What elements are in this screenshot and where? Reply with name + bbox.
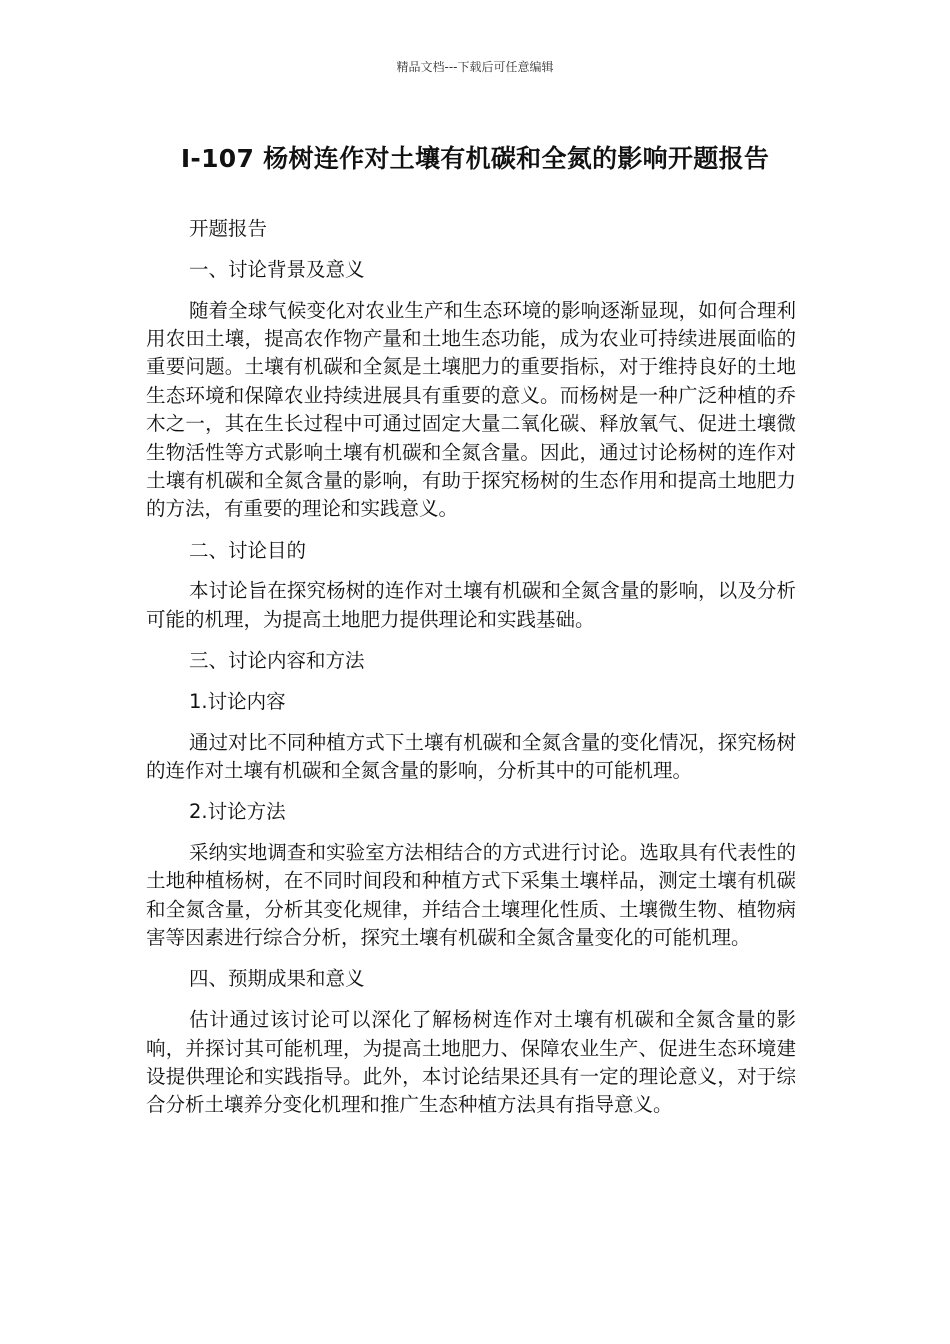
paragraph-content: 通过对比不同种植方式下土壤有机碳和全氮含量的变化情况，探究杨树的连作对土壤有机碳和全氮含量的影响，分析其中的可能机理。 bbox=[146, 730, 796, 783]
paragraph-background: 随着全球气候变化对农业生产和生态环境的影响逐渐显现，如何合理利用农田土壤，提高农作物产量和土地生态功能，成为农业可持续进展面临的重要问题。土壤有机碳和全氮是土壤肥力的重要指标，对于维持良好的土地生态环境和保障农业持续进展具有重要的意义。而杨树是一种广泛种植的乔木之一，其在生长过程中可通过固定大量二氧化碳、释放氧气、促进土壤微生物活性等方式影响土壤有机碳和全氮含量。因此，通过讨论杨树的连作对土壤有机碳和全氮含量的影响，有助于探究杨树的生态作用和提高土地肥力的方法，有重要的理论和实践意义。 bbox=[146, 298, 796, 521]
subheading-methods: 2.讨论方法 bbox=[189, 800, 286, 824]
section-heading-purpose: 二、讨论目的 bbox=[189, 538, 307, 562]
subheading-content: 1.讨论内容 bbox=[189, 689, 286, 713]
document-title: I-107 杨树连作对土壤有机碳和全氮的影响开题报告 bbox=[180, 144, 770, 173]
document-body bbox=[146, 215, 796, 1133]
section-heading-expected-results: 四、预期成果和意义 bbox=[189, 967, 365, 991]
paragraph-expected-results: 估计通过该讨论可以深化了解杨树连作对土壤有机碳和全氮含量的影响，并探讨其可能机理，为提高土地肥力、保障农业生产、促进生态环境建设提供理论和实践指导。此外，本讨论结果还具有一定的理论意义，对于综合分析土壤养分变化机理和推广生态种植方法具有指导意义。 bbox=[146, 1008, 796, 1117]
section-heading-background: 一、讨论背景及意义 bbox=[189, 257, 365, 281]
page-header-watermark: 精品文档---下载后可任意编辑 bbox=[396, 60, 554, 74]
section-heading-content-methods: 三、讨论内容和方法 bbox=[189, 649, 365, 673]
section-heading-report: 开题报告 bbox=[189, 217, 268, 240]
paragraph-purpose: 本讨论旨在探究杨树的连作对土壤有机碳和全氮含量的影响，以及分析可能的机理，为提高土地肥力提供理论和实践基础。 bbox=[146, 579, 796, 631]
paragraph-methods: 采纳实地调查和实验室方法相结合的方式进行讨论。选取具有代表性的土地种植杨树，在不同时间段和种植方式下采集土壤样品，测定土壤有机碳和全氮含量，分析其变化规律，并结合土壤理化性质、土壤微生物、植物病害等因素进行综合分析，探究土壤有机碳和全氮含量变化的可能机理。 bbox=[146, 841, 796, 950]
